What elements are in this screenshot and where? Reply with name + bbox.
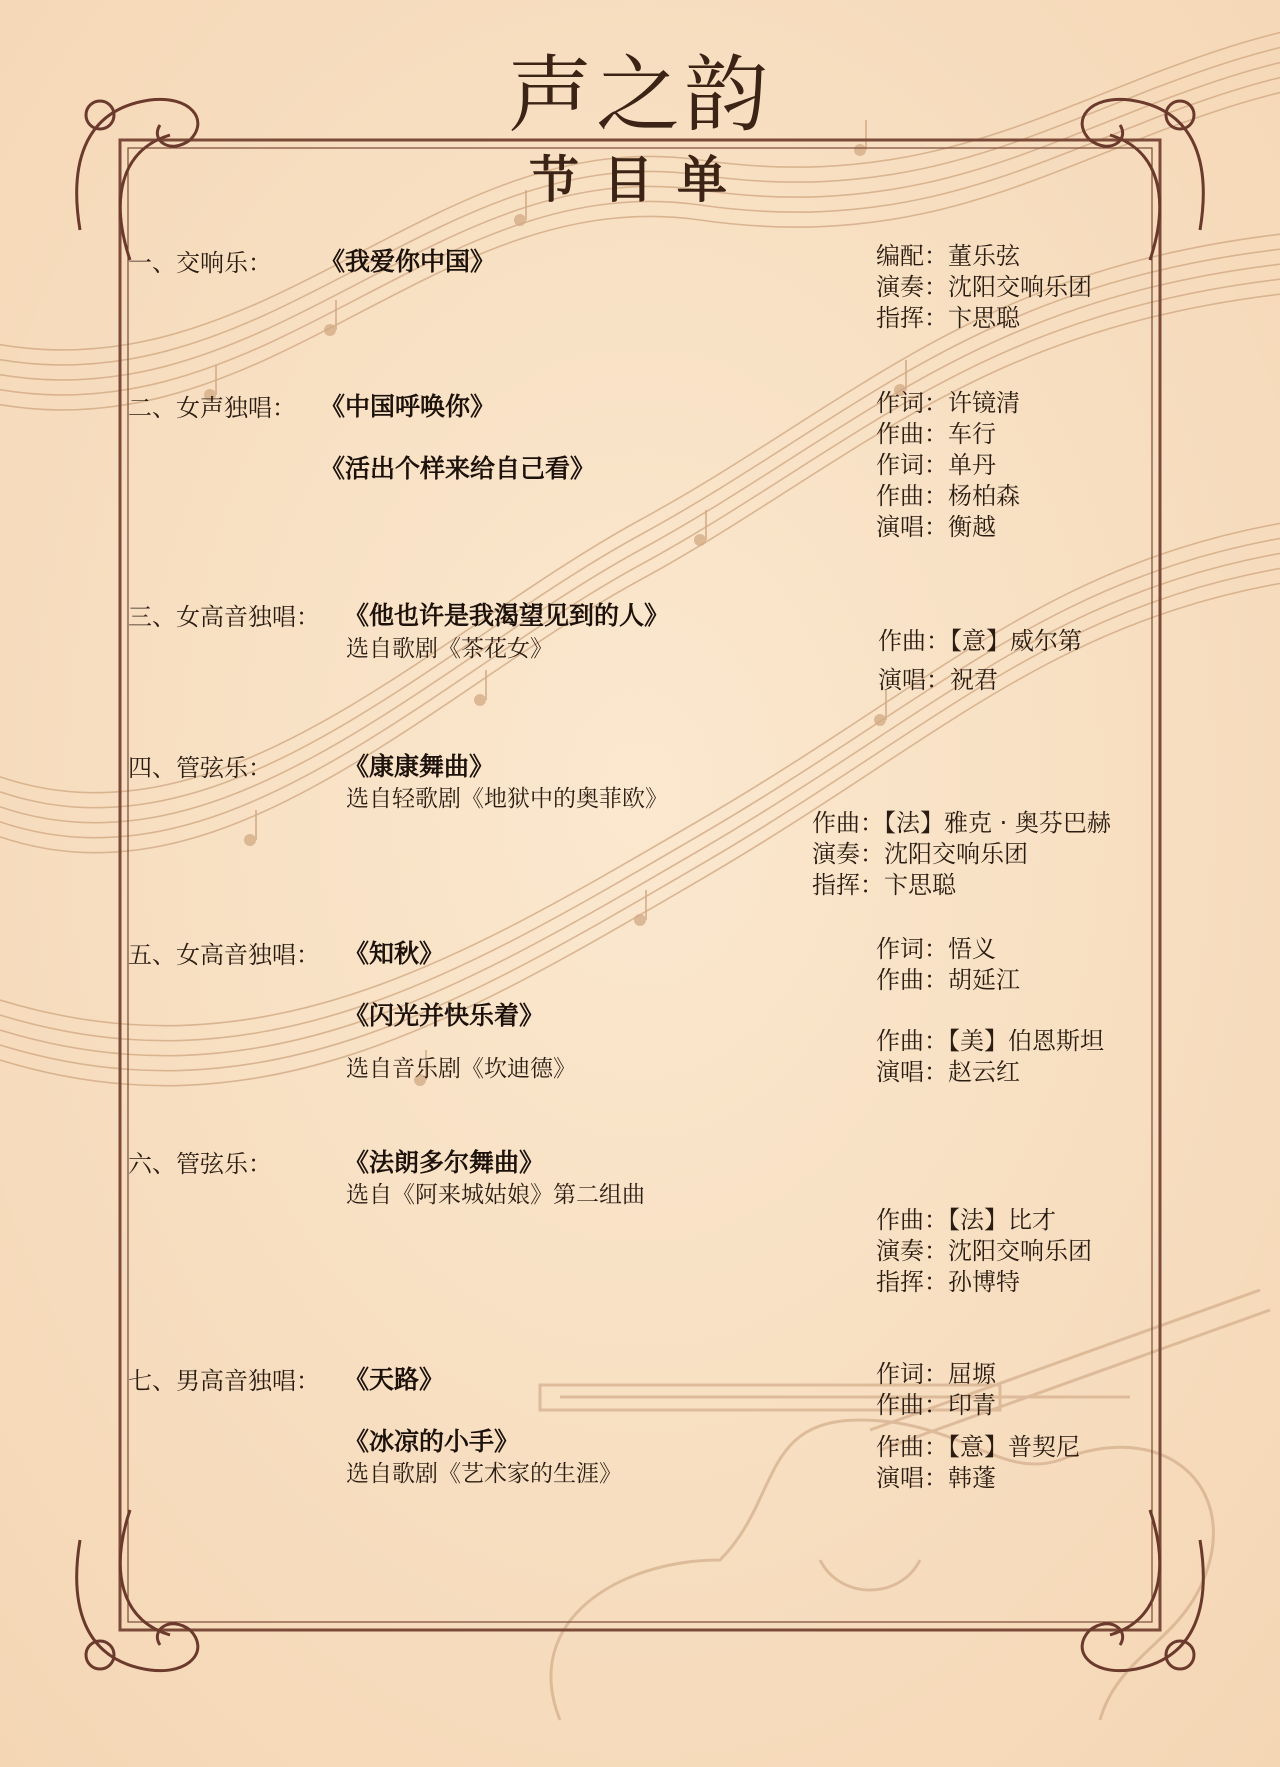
program-label: 七、男高音独唱： [128, 1367, 320, 1395]
credit-line: 演唱：赵云红 [876, 1058, 1020, 1086]
program-credits [876, 241, 1092, 334]
program-piece-title: 《闪光并快乐着》 [344, 1001, 545, 1030]
credit-line: 指挥：卞思聪 [876, 304, 1020, 332]
program-piece-title: 《康康舞曲》 [344, 752, 495, 781]
credit-line: 作曲：【美】伯恩斯坦 [876, 1027, 1104, 1055]
program-piece-title: 《知秋》 [344, 939, 445, 968]
program-piece-title: 《活出个样来给自己看》 [320, 454, 596, 483]
program-piece-title: 《中国呼唤你》 [320, 392, 496, 421]
credit-line: 作词：单丹 [876, 451, 996, 479]
credit-line: 作曲：【法】雅克 · 奥芬巴赫 [812, 809, 1111, 837]
program-piece-title: 《天路》 [344, 1365, 445, 1394]
program-note: 选自音乐剧《坎迪德》 [346, 1056, 576, 1082]
credit-line: 编配：董乐弦 [876, 242, 1020, 270]
program-credits [876, 1205, 1092, 1298]
credit-line: 指挥：孙博特 [876, 1268, 1020, 1296]
credit-line: 演奏：沈阳交响乐团 [812, 840, 1028, 868]
program-note: 选自轻歌剧《地狱中的奥菲欧》 [346, 786, 668, 812]
credit-line: 演奏：沈阳交响乐团 [876, 273, 1092, 301]
program-note: 选自《阿来城姑娘》第二组曲 [346, 1182, 645, 1208]
credit-line: 演唱：祝君 [878, 666, 998, 694]
credit-line: 作曲：杨柏森 [876, 482, 1020, 510]
credit-line: 作词：悟义 [876, 935, 996, 963]
program-label: 一、交响乐： [128, 249, 272, 277]
program-label: 三、女高音独唱： [128, 603, 320, 631]
program-note: 选自歌剧《茶花女》 [346, 636, 553, 662]
program-label: 五、女高音独唱： [128, 941, 320, 969]
program-credits [876, 1359, 996, 1421]
credit-line: 作曲：车行 [876, 420, 996, 448]
program-note: 选自歌剧《艺术家的生涯》 [346, 1461, 622, 1487]
credit-line: 作曲：胡延江 [876, 966, 1020, 994]
program-label: 六、管弦乐： [128, 1150, 272, 1178]
page-title: 声之韵 [507, 46, 772, 144]
credit-line: 作词：许镜清 [876, 389, 1020, 417]
credit-line: 作曲：印青 [876, 1391, 996, 1419]
program-credits [876, 934, 1020, 996]
credit-line: 作词：屈塬 [876, 1360, 996, 1388]
credit-line: 演唱：韩蓬 [876, 1464, 996, 1492]
page-subtitle: 节目单 [529, 150, 751, 209]
credit-line: 演唱：衡越 [876, 513, 996, 541]
program-piece-title: 《法朗多尔舞曲》 [344, 1148, 545, 1177]
program-piece-title: 《他也许是我渴望见到的人》 [344, 601, 670, 630]
credit-line: 演奏：沈阳交响乐团 [876, 1237, 1092, 1265]
program-piece-title: 《我爱你中国》 [320, 247, 496, 276]
credit-line: 指挥：卞思聪 [812, 871, 956, 899]
program-label: 四、管弦乐： [128, 754, 272, 782]
program-piece-title: 《冰凉的小手》 [344, 1427, 520, 1456]
credit-line: 作曲：【意】普契尼 [876, 1433, 1080, 1461]
program-credits [876, 1026, 1104, 1088]
credit-line: 作曲：【意】威尔第 [878, 627, 1082, 655]
program-credits [876, 388, 1020, 543]
program-credits [878, 626, 1082, 657]
program-credits [812, 808, 1111, 901]
credit-line: 作曲：【法】比才 [876, 1206, 1056, 1234]
program-credits [876, 1432, 1080, 1494]
program-credits [878, 665, 998, 696]
program-label: 二、女声独唱： [128, 394, 296, 422]
